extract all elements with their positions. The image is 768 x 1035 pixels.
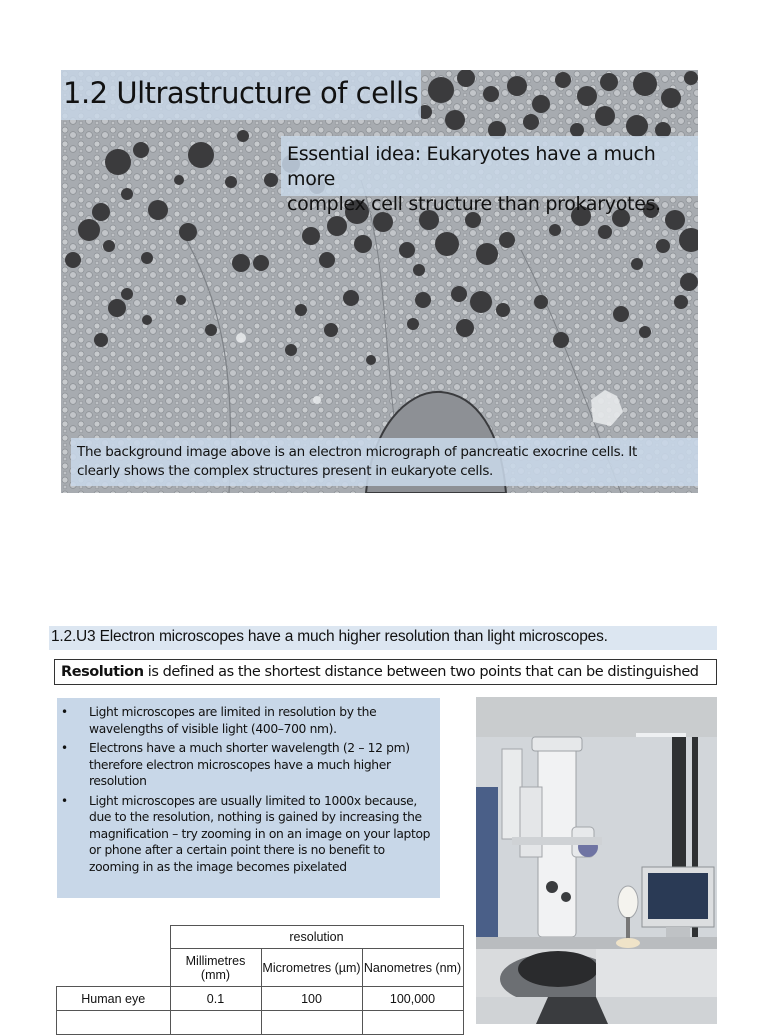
table-cell: [362, 1011, 463, 1035]
table-cell: [170, 1011, 261, 1035]
caption-line1: The background image above is an electron micrograph of pancreatic exocrine cells. It: [77, 444, 637, 460]
definition-term: Resolution: [61, 664, 144, 680]
table-header-row: [57, 949, 464, 987]
title-box: [61, 70, 421, 120]
table-corner: [57, 949, 171, 987]
bullet-text: Light microscopes are usually limited to 1000x because, due to the resolution, nothing is gained by increasing the magnification – try zooming in on an image on your laptop or phone after a certain point there is no benefit to zooming in as the image becomes pixelated: [89, 793, 431, 874]
table-cell: [57, 1011, 171, 1035]
column-header: Nanometres (nm): [362, 949, 463, 987]
slide-title: 1.2 Ultrastructure of cells: [63, 76, 419, 110]
caption-box: [71, 438, 698, 486]
bullet-icon: •: [61, 793, 68, 808]
table-cell: 100: [261, 987, 362, 1011]
row-label: Human eye: [57, 987, 171, 1011]
essential-idea-text: [287, 142, 698, 217]
bullet-list: [57, 704, 440, 878]
essential-idea-line2: complex cell structure than prokaryotes.: [287, 193, 661, 215]
bullet-text: Electrons have a much shorter wavelength (2 – 12 pm) therefore electron microscopes have a much higher resolution: [89, 741, 410, 788]
definition-text: [61, 664, 699, 680]
bullet-icon: •: [61, 741, 68, 755]
bullet-icon: •: [61, 705, 68, 719]
bullet-box: [57, 698, 440, 898]
list-item: [57, 740, 440, 790]
essential-idea-line1: Essential idea: Eukaryotes have a much more: [287, 143, 656, 190]
microscope-illustration: [476, 697, 717, 1024]
caption-line2: clearly shows the complex structures present in eukaryote cells.: [77, 463, 494, 479]
micrograph-image: [61, 70, 698, 493]
table-cell: 100,000: [362, 987, 463, 1011]
electron-microscope-photo: [476, 697, 717, 1024]
list-item: [57, 793, 440, 876]
table-cell: [261, 1011, 362, 1035]
list-item: [57, 704, 440, 737]
table-group-header: resolution: [170, 926, 463, 949]
resolution-table: [56, 925, 464, 1035]
definition-box: [54, 659, 717, 685]
table-row: [57, 1011, 464, 1035]
column-header: Micrometres (µm): [261, 949, 362, 987]
table-corner: [57, 926, 171, 949]
caption-text: [77, 443, 692, 481]
definition-body: is defined as the shortest distance between two points that can be distinguished: [143, 664, 699, 680]
essential-idea-box: [281, 136, 698, 215]
table-header-row: [57, 926, 464, 949]
column-header: Millimetres (mm): [170, 949, 261, 987]
understanding-header: [49, 626, 717, 650]
understanding-header-text: 1.2.U3 Electron microscopes have a much higher resolution than light microscopes.: [51, 628, 608, 645]
slide-ultrastructure: [61, 70, 698, 493]
bullet-text: Light microscopes are limited in resolution by the wavelengths of visible light (400–700 nm).: [89, 705, 377, 736]
table-cell: 0.1: [170, 987, 261, 1011]
table-row: [57, 987, 464, 1011]
